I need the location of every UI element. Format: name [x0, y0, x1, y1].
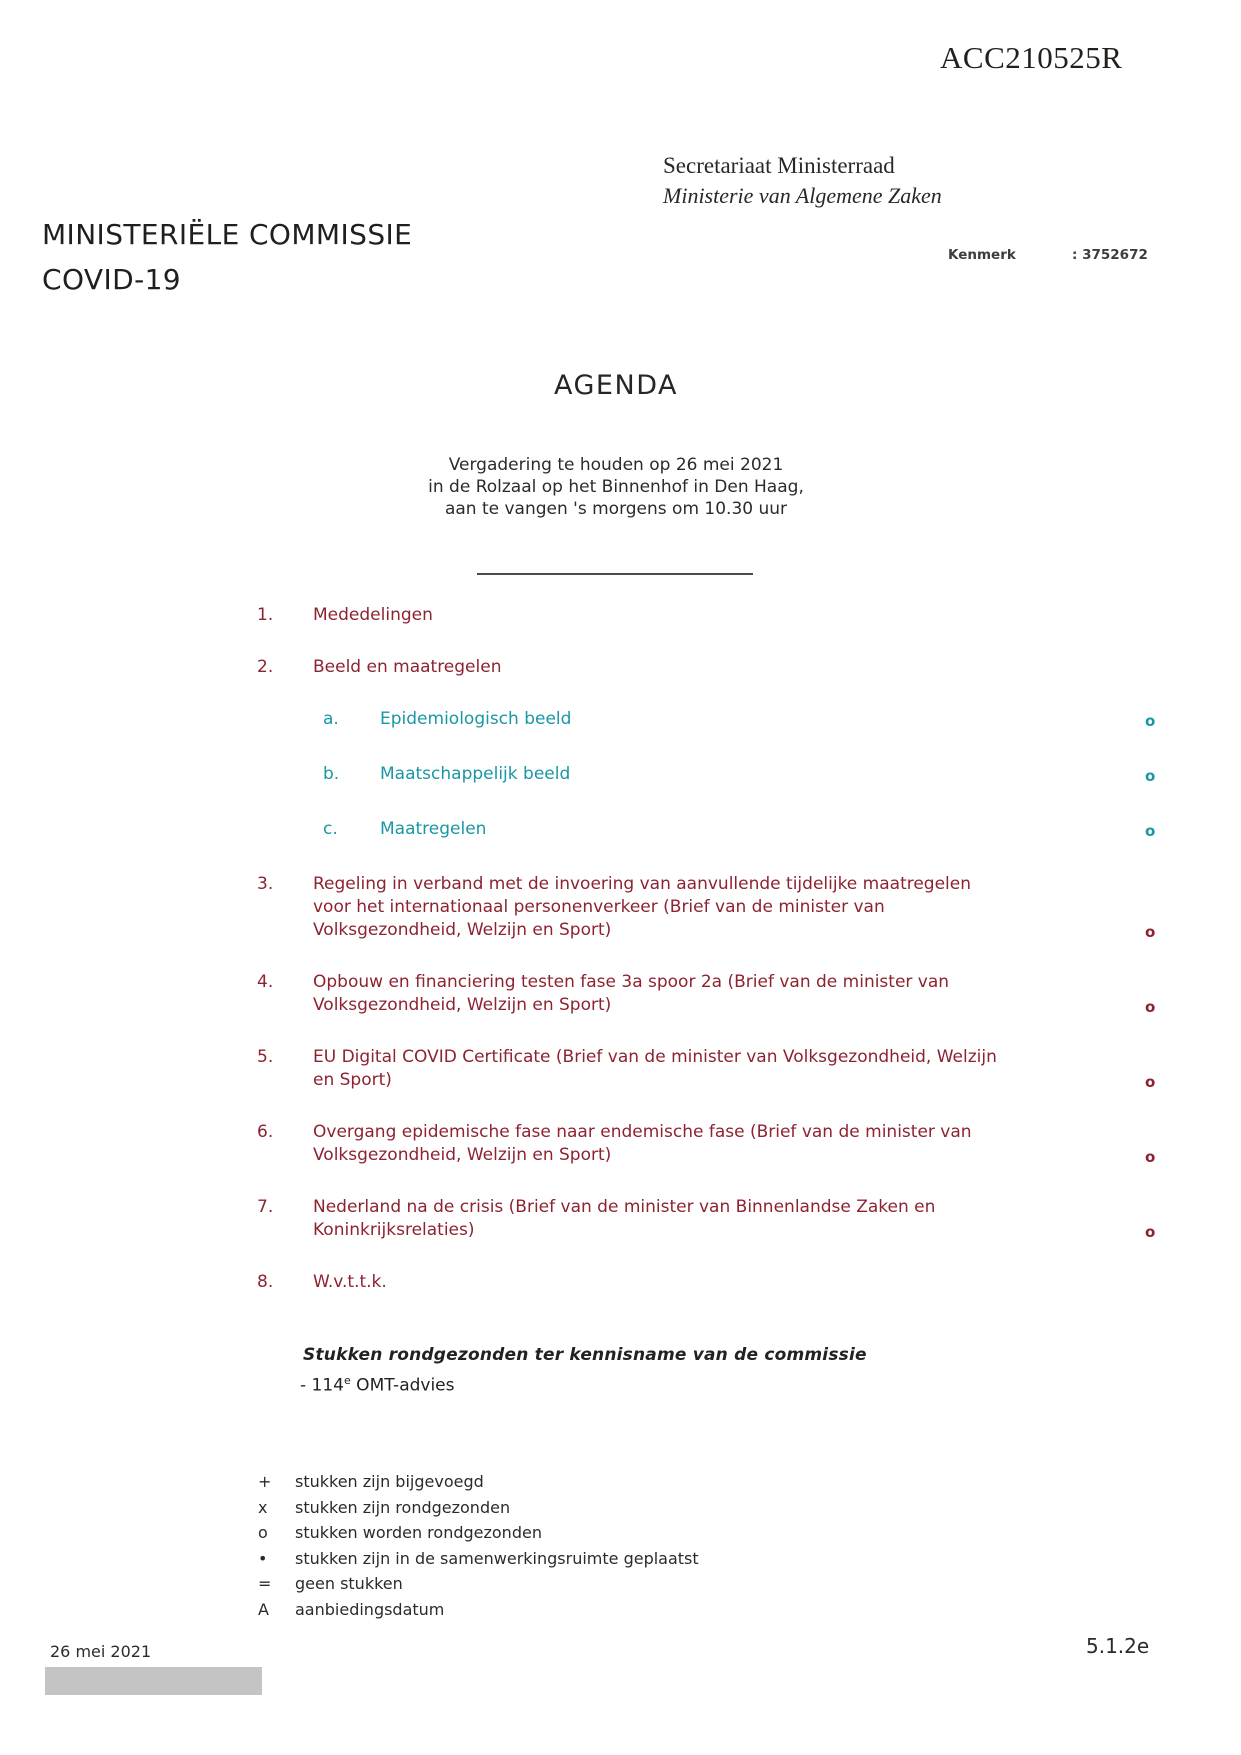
legend-row — [258, 1546, 699, 1572]
agenda-item-text: W.v.t.t.k. — [313, 1272, 387, 1292]
meeting-info — [0, 454, 1232, 520]
agenda-item-text: Opbouw en financiering testen fase 3a spoor 2a (Brief van de minister van Volksgezondheid, Welzijn en Sport) — [313, 972, 950, 1015]
agenda-item-6 — [257, 1121, 1207, 1167]
agenda-item-4 — [257, 971, 1207, 1017]
agenda-item-marker: o — [1145, 712, 1156, 730]
footer-page-code: 5.1.2e — [1086, 1634, 1150, 1658]
agenda-item-number: 6. — [257, 1122, 274, 1142]
agenda-item-text: Maatschappelijk beeld — [380, 764, 571, 784]
agenda-item-text: Overgang epidemische fase naar endemische fase (Brief van de minister van Volksgezondheid, Welzijn en Sport) — [313, 1122, 972, 1165]
attachments-heading: Stukken rondgezonden ter kennisname van de commissie — [303, 1345, 867, 1365]
agenda-list — [257, 604, 1207, 1323]
agenda-item-3 — [257, 873, 1207, 942]
legend-row — [258, 1495, 699, 1521]
meeting-info-line: aan te vangen 's morgens om 10.30 uur — [444, 499, 788, 519]
legend-symbol: A — [258, 1599, 269, 1619]
legend-label: geen stukken — [295, 1574, 403, 1593]
agenda-item-text: Nederland na de crisis (Brief van de minister van Binnenlandse Zaken en Koninkrijksrelaties) — [313, 1197, 936, 1240]
agenda-item-number: 3. — [257, 874, 274, 894]
legend-symbol: x — [258, 1497, 268, 1517]
agenda-item-marker: o — [1145, 998, 1156, 1016]
commission-title — [42, 212, 412, 302]
agenda-item-number: b. — [323, 764, 340, 784]
commission-title-line1: MINISTERIËLE COMMISSIE — [42, 218, 413, 251]
agenda-item-text: Epidemiologisch beeld — [380, 709, 572, 729]
agenda-item-number: 1. — [257, 605, 274, 625]
redaction-block — [45, 1667, 262, 1695]
agenda-item-text: Regeling in verband met de invoering van aanvullende tijdelijke maatregelen voor het internationaal personenverkeer (Brief van de minister van Volksgezondheid, Welzijn en Sport) — [313, 874, 972, 940]
agenda-subitem-a — [257, 708, 1207, 731]
legend-label: stukken zijn bijgevoegd — [295, 1472, 484, 1491]
agenda-item-1 — [257, 604, 1207, 627]
agenda-title: AGENDA — [554, 370, 678, 401]
legend-symbol: • — [258, 1548, 268, 1568]
agenda-item-2 — [257, 656, 1207, 679]
agenda-item-text: Mededelingen — [313, 605, 433, 625]
legend-row — [258, 1469, 699, 1495]
agenda-item-marker: o — [1145, 923, 1156, 941]
agenda-item-text: EU Digital COVID Certificate (Brief van de minister van Volksgezondheid, Welzijn en Sport) — [313, 1047, 997, 1090]
agenda-item-number: 8. — [257, 1272, 274, 1292]
meeting-info-line: Vergadering te houden op 26 mei 2021 — [448, 455, 784, 475]
agenda-item-number: 5. — [257, 1047, 274, 1067]
org-name: Secretariaat Ministerraad — [663, 153, 895, 178]
agenda-item-number: c. — [323, 819, 338, 839]
legend-label: aanbiedingsdatum — [295, 1599, 445, 1619]
meeting-info-line: in de Rolzaal op het Binnenhof in Den Haag, — [428, 477, 804, 497]
commission-title-line2: COVID-19 — [42, 263, 182, 296]
legend-label: stukken zijn rondgezonden — [295, 1497, 511, 1517]
agenda-item-number: 4. — [257, 972, 274, 992]
agenda-item-marker: o — [1145, 1148, 1156, 1166]
legend-row — [258, 1597, 699, 1623]
legend-row — [258, 1520, 699, 1546]
agenda-item-7 — [257, 1196, 1207, 1242]
legend-symbol: o — [258, 1523, 268, 1542]
legend-label: stukken zijn in de samenwerkingsruimte geplaatst — [295, 1548, 699, 1568]
kenmerk-label: Kenmerk — [948, 247, 1016, 263]
agenda-item-marker: o — [1145, 1223, 1156, 1241]
org-header — [663, 151, 942, 211]
agenda-item-marker: o — [1145, 767, 1156, 785]
agenda-item-8 — [257, 1271, 1207, 1294]
attachment-item: - 114e OMT-advies — [300, 1374, 455, 1396]
agenda-subitem-c — [257, 818, 1207, 841]
agenda-item-number: 2. — [257, 657, 274, 677]
agenda-item-5 — [257, 1046, 1207, 1092]
agenda-item-number: 7. — [257, 1197, 274, 1217]
agenda-item-marker: o — [1145, 1073, 1156, 1091]
agenda-item-text: Beeld en maatregelen — [313, 657, 502, 677]
attachments-section — [300, 1343, 867, 1398]
agenda-subitem-b — [257, 763, 1207, 786]
legend-label: stukken worden rondgezonden — [295, 1523, 542, 1542]
legend-symbol: + — [258, 1472, 272, 1491]
agenda-item-marker: o — [1145, 822, 1156, 840]
agenda-item-text: Maatregelen — [380, 819, 487, 839]
kenmerk-row — [948, 247, 1148, 263]
reference-code: ACC210525R — [940, 40, 1123, 75]
footer-date: 26 mei 2021 — [50, 1642, 152, 1661]
legend-symbol: = — [258, 1574, 272, 1593]
kenmerk-value: : 3752672 — [1072, 247, 1148, 263]
ministry-name: Ministerie van Algemene Zaken — [663, 183, 942, 208]
legend-row — [258, 1571, 699, 1597]
legend — [258, 1469, 699, 1622]
horizontal-divider — [477, 573, 753, 575]
agenda-item-number: a. — [323, 709, 339, 729]
